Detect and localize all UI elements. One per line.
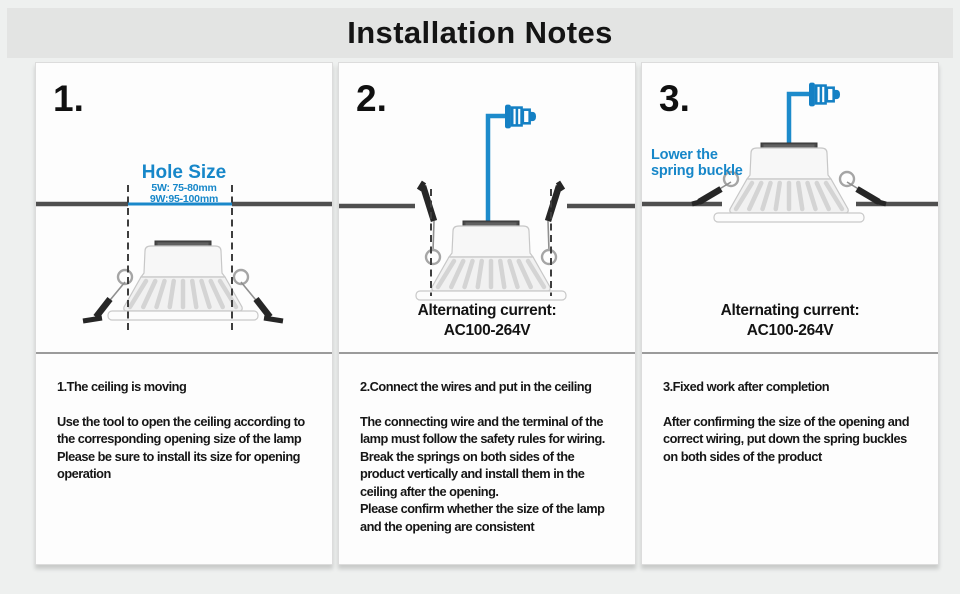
power-wire	[789, 94, 809, 151]
current-value: AC100-264V	[746, 321, 834, 339]
current-value: AC100-264V	[443, 321, 531, 339]
alternating-current-label	[339, 301, 635, 340]
step-1-body: Use the tool to open the ceiling according to the corresponding opening size of the lamp	[57, 413, 305, 446]
step-3-diagram	[642, 63, 938, 351]
power-plug-icon	[505, 105, 536, 129]
step-number: 2.	[356, 78, 387, 119]
step-3-panel	[641, 62, 939, 565]
callout-line-2: spring buckle	[651, 163, 743, 179]
lower-spring-buckle-callout	[651, 147, 743, 179]
hole-size-spec-5w: 5W: 75-80mm	[151, 182, 217, 194]
step-3-body: After confirming the size of the opening and correct wiring, put down the spring buckles on both sides of the product	[663, 413, 910, 464]
step-1-heading: 1.The ceiling is moving	[57, 379, 187, 394]
title-band	[7, 8, 953, 58]
step-1-text-section	[36, 352, 332, 564]
step-1-panel	[35, 62, 333, 565]
step-number: 3.	[659, 78, 690, 119]
spring-clip-right	[847, 182, 886, 204]
step-2-body: Please confirm whether the size of the lamp and the opening are consistent	[360, 501, 605, 534]
downlight-illustration	[108, 241, 258, 320]
hole-size-label	[40, 162, 328, 204]
power-wire	[488, 116, 505, 225]
step-2-diagram	[339, 63, 635, 351]
hole-size-title: Hole Size	[141, 162, 227, 183]
step-3-heading: 3.Fixed work after completion	[663, 379, 830, 394]
step-2-text-section	[339, 352, 635, 564]
step-2-body: The connecting wire and the terminal of the lamp must follow the safety rules for wiring. Break the springs on both sides of the product vertically and install them in the ceiling after the opening.	[360, 413, 605, 499]
step-3-text-section	[642, 352, 938, 564]
hole-size-spec-9w: 9W:95-100mm	[149, 192, 219, 205]
spring-clip-left	[692, 182, 731, 204]
downlight-illustration	[416, 221, 566, 300]
callout-line-1: Lower the	[651, 147, 718, 163]
step-1-diagram	[36, 63, 332, 351]
step-1-body: Please be sure to install its size for opening operation	[57, 448, 300, 481]
step-number: 1.	[53, 78, 84, 119]
power-plug-icon	[809, 83, 840, 107]
alternating-current-label	[642, 301, 938, 340]
current-label: Alternating current:	[417, 302, 557, 319]
page-title: Installation Notes	[347, 15, 613, 50]
step-2-heading: 2.Connect the wires and put in the ceiling	[360, 379, 592, 394]
step-2-panel	[338, 62, 636, 565]
current-label: Alternating current:	[720, 302, 860, 319]
